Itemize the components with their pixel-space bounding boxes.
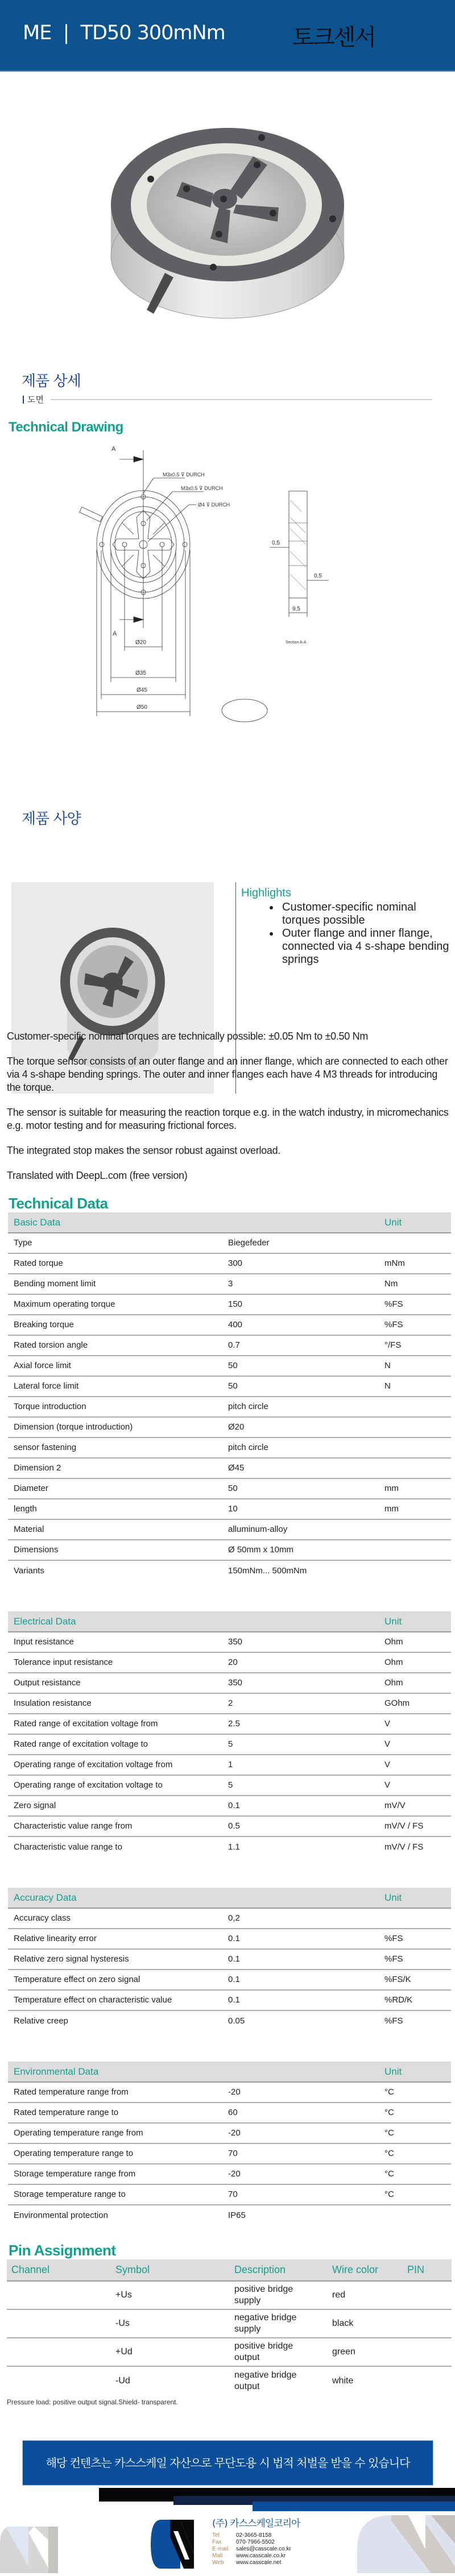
spec-label: Environmental protection (14, 2210, 108, 2220)
pin-row (7, 2309, 452, 2338)
spec-value: 60 (222, 2103, 379, 2123)
spec-unit: °C (379, 2164, 451, 2184)
contact-row (212, 2532, 300, 2539)
pin-symbol: +Us (111, 2281, 230, 2309)
spec-value: 0.1 (222, 1796, 379, 1816)
spec-value: 0.05 (228, 2016, 245, 2026)
spec-row (8, 1519, 451, 1540)
table-spacer (0, 1581, 455, 1611)
spec-value: 0.7 (222, 1335, 379, 1356)
spec-label: Rated torque (8, 1253, 222, 1274)
spec-table-unit-header: Unit (379, 2062, 451, 2082)
pin-description: negative bridge supply (230, 2309, 328, 2338)
spec-label: Temperature effect on zero signal (8, 1970, 222, 1990)
spec-value: 0.1 (222, 1970, 379, 1990)
pin-number (403, 2338, 452, 2366)
pin-assignment-table (7, 2259, 452, 2395)
spec-value: 400 (222, 1315, 379, 1335)
spec-value: 5 (222, 1775, 379, 1796)
pin-symbol: -Ud (115, 2375, 130, 2386)
hole-label: Ø4 ⊽ DURCH (198, 502, 230, 508)
spec-label: Maximum operating torque (8, 1294, 222, 1315)
pin-number (403, 2309, 452, 2338)
spec-row (8, 1397, 451, 1417)
spec-label: Dimension (torque introduction) (8, 1417, 222, 1437)
spec-row (8, 2082, 451, 2103)
spec-row (8, 1540, 451, 1560)
spec-unit: Nm (379, 1274, 451, 1294)
pin-row (7, 2366, 452, 2395)
pin-description: negative bridge output (234, 2370, 297, 2391)
spec-unit: %FS (379, 1949, 451, 1970)
spec-value: 0.1 (222, 1990, 379, 2010)
contact-value[interactable]: sales@casscale.co.kr (236, 2546, 291, 2552)
spec-unit (379, 1458, 451, 1478)
section-marker-top: A (111, 446, 116, 452)
spec-row (8, 2164, 451, 2184)
spec-table-value-header (222, 1212, 379, 1233)
spec-value: Biegefeder (222, 1233, 379, 1253)
technical-data-heading: Technical Data (9, 1195, 108, 1212)
dim-offset-left: 0,5 (272, 540, 280, 546)
spec-table-value-header (222, 1888, 379, 1908)
spec-label: Characteristic value range to (14, 1842, 122, 1852)
spec-value: 0.1 (222, 1929, 379, 1949)
description-paragraph: Customer-specific nominal torques are technically possible: ±0.05 Nm to ±0.50 Nm (7, 1031, 369, 1042)
pin-channel (7, 2309, 111, 2338)
spec-value: 0,2 (222, 1908, 379, 1929)
spec-unit: %FS (379, 1315, 451, 1335)
pin-description: positive bridge output (230, 2338, 328, 2366)
pin-channel (7, 2338, 111, 2366)
spec-label: length (8, 1499, 222, 1519)
spec-label: Relative linearity error (8, 1929, 222, 1949)
spec-row (8, 1478, 451, 1499)
spec-unit: °C (379, 2082, 451, 2103)
spec-unit (379, 1519, 451, 1540)
spec-unit: Ohm (379, 1632, 451, 1652)
dim-thickness: 9,5 (292, 606, 300, 612)
spec-unit: mm (379, 1478, 451, 1499)
spec-table-accuracy-data (8, 1888, 451, 2031)
spec-row (8, 1714, 451, 1734)
technical-drawing-heading: Technical Drawing (9, 419, 123, 435)
spec-value: IP65 (228, 2210, 246, 2220)
pin-note: Pressure load: positive output signal.Shield- transparent. (7, 2398, 178, 2406)
drawing-subheading-label: 도면 (27, 394, 44, 405)
product-category: 토크센서 (292, 24, 375, 51)
pin-row (7, 2281, 452, 2309)
dim-offset-right: 0,5 (314, 573, 322, 579)
spec-table-unit-header: Unit (379, 1611, 451, 1632)
spec-value: 0.5 (222, 1816, 379, 1837)
spec-label: Material (8, 1519, 222, 1540)
dim-d20: Ø20 (135, 639, 146, 646)
spec-row (8, 1294, 451, 1315)
spec-row (8, 1693, 451, 1714)
copyright-notice: 해당 컨텐츠는 카스스케일 자산으로 무단도용 시 법적 처벌을 받을 수 있습니다 (22, 2440, 433, 2486)
spec-unit: Ohm (379, 1652, 451, 1673)
spec-label: Axial force limit (8, 1356, 222, 1376)
spec-value: 70 (222, 2143, 379, 2164)
spec-value: pitch circle (222, 1397, 379, 1417)
spec-table-header (8, 1212, 451, 1233)
spec-table-title: Electrical Data (8, 1611, 222, 1632)
spec-label: Breaking torque (8, 1315, 222, 1335)
table-spacer (0, 2031, 455, 2062)
spec-label: Temperature effect on characteristic value (8, 1990, 222, 2010)
spec-row (8, 1274, 451, 1294)
spec-label: Type (8, 1233, 222, 1253)
spec-unit: GOhm (379, 1693, 451, 1714)
decorative-shape-left (0, 2527, 58, 2573)
spec-row (8, 2184, 451, 2205)
spec-value: -20 (222, 2164, 379, 2184)
spec-row (8, 1652, 451, 1673)
spec-label: Operating range of excitation voltage from (8, 1755, 222, 1775)
spec-table-value-header (222, 2062, 379, 2082)
pin-wire-color: green (328, 2338, 403, 2366)
dim-d45: Ø45 (136, 687, 147, 693)
spec-row (8, 1755, 451, 1775)
spec-value: 50 (222, 1376, 379, 1397)
contact-row (212, 2553, 300, 2560)
spec-value: -20 (222, 2123, 379, 2143)
spec-label: Operating range of excitation voltage to (8, 1775, 222, 1796)
contact-value[interactable]: www.casscale.net (236, 2560, 282, 2566)
highlight-item: • Customer-specific nominal torques possible (280, 901, 452, 927)
spec-value: 0.1 (222, 1949, 379, 1970)
spec-unit (379, 1540, 451, 1560)
spec-table-header (8, 1611, 451, 1632)
spec-label: sensor fastening (8, 1437, 222, 1458)
spec-label: Variants (14, 1565, 44, 1576)
contact-row (212, 2546, 300, 2553)
pin-row (7, 2338, 452, 2366)
col-pin: PIN (403, 2259, 452, 2281)
spec-unit: °C (379, 2184, 451, 2205)
spec-label: Bending moment limit (8, 1274, 222, 1294)
spec-value: 1.1 (228, 1842, 240, 1852)
spec-value: 3 (222, 1274, 379, 1294)
spec-label: Dimensions (8, 1540, 222, 1560)
spec-value: 50 (222, 1478, 379, 1499)
spec-value: 5 (222, 1734, 379, 1755)
spec-row (8, 1908, 451, 1929)
spec-row (8, 1837, 451, 1857)
spec-value: 350 (222, 1673, 379, 1693)
spec-value: 150 (222, 1294, 379, 1315)
spec-table-environmental-data (8, 2062, 451, 2225)
product-detail-heading: 제품 상세 (22, 373, 81, 390)
spec-label: Insulation resistance (8, 1693, 222, 1714)
spec-label: Rated temperature range to (8, 2103, 222, 2123)
spec-label: Relative creep (14, 2016, 68, 2026)
dim-d50: Ø50 (136, 704, 147, 711)
contact-row (212, 2560, 300, 2566)
spec-table-value-header (222, 1611, 379, 1632)
spec-row (8, 1499, 451, 1519)
section-caption: Section A-A (286, 641, 307, 645)
spec-unit: mNm (379, 1253, 451, 1274)
spec-value: 350 (222, 1632, 379, 1652)
company-name: (주) 카스스케일코리아 (212, 2518, 300, 2529)
highlight-item: • Outer flange and inner flange, connected via 4 s-shape bending springs (280, 927, 452, 966)
spec-value: 2 (222, 1693, 379, 1714)
spec-row (8, 1335, 451, 1356)
spec-value: Ø45 (222, 1458, 379, 1478)
spec-row (8, 1775, 451, 1796)
pin-channel (7, 2281, 111, 2309)
spec-unit: °C (379, 2103, 451, 2123)
spec-table-header (8, 2062, 451, 2082)
spec-row (8, 1356, 451, 1376)
spec-label: Diameter (8, 1478, 222, 1499)
spec-value: 2.5 (222, 1714, 379, 1734)
spec-value: 20 (222, 1652, 379, 1673)
spec-unit (379, 1437, 451, 1458)
spec-table-title: Environmental Data (8, 2062, 222, 2082)
spec-row (8, 1376, 451, 1397)
spec-unit: V (379, 1734, 451, 1755)
spec-unit (379, 1560, 451, 1581)
spec-label: Rated torsion angle (8, 1335, 222, 1356)
section-marker-bottom: A (113, 630, 117, 637)
company-logo (151, 2520, 196, 2569)
spec-unit: %FS (384, 2016, 403, 2026)
spec-value: pitch circle (222, 1437, 379, 1458)
spec-label: Tolerance input resistance (8, 1652, 222, 1673)
company-info (212, 2515, 300, 2566)
decorative-shape-right (357, 2515, 455, 2573)
spec-unit: %FS (379, 1929, 451, 1949)
spec-table-electrical-data (8, 1611, 451, 1857)
spec-row (8, 1458, 451, 1478)
contact-value: 02-3665-8158 (236, 2532, 272, 2538)
contact-label: Web (212, 2560, 224, 2566)
spec-label: Dimension 2 (8, 1458, 222, 1478)
dim-d35: Ø35 (135, 670, 146, 676)
spec-value: 300 (222, 1253, 379, 1274)
pin-wire-color: white (332, 2375, 354, 2386)
spec-row (8, 1673, 451, 1693)
contact-row (212, 2539, 300, 2546)
contact-value: 070-7966-5502 (236, 2539, 275, 2545)
spec-label: Storage temperature range from (8, 2164, 222, 2184)
page-footer (0, 2488, 455, 2573)
pin-table-header (7, 2259, 452, 2281)
spec-table-basic-data (8, 1212, 451, 1581)
spec-value: 150mNm... 500mNm (228, 1565, 307, 1576)
spec-label: Zero signal (8, 1796, 222, 1816)
spec-row (8, 1315, 451, 1335)
spec-label: Rated range of excitation voltage from (8, 1714, 222, 1734)
spec-row (8, 2103, 451, 2123)
contact-label: E-mail (212, 2546, 229, 2552)
spec-unit: °C (379, 2143, 451, 2164)
spec-row (8, 1796, 451, 1816)
table-spacer (0, 1857, 455, 1888)
spec-row (8, 2143, 451, 2164)
spec-value: -20 (222, 2082, 379, 2103)
thread-label-2: M3x0.5 ⊽ DURCH (181, 485, 223, 491)
spec-unit: mV/V (379, 1796, 451, 1816)
col-description: Description (230, 2259, 328, 2281)
spec-row (8, 1734, 451, 1755)
thread-label-1: M3x0.5 ⊽ DURCH (163, 472, 205, 477)
description-paragraph: The torque sensor consists of an outer flange and an inner flange, which are connected to each other via 4 s-shape bending springs. The outer and inner flanges each have 4 M3 threads for introducing the torque. (7, 1056, 448, 1093)
spec-value: 70 (222, 2184, 379, 2205)
pin-symbol: +Ud (111, 2338, 230, 2366)
spec-label: Accuracy class (8, 1908, 222, 1929)
spec-label: Rated temperature range from (8, 2082, 222, 2103)
spec-row (8, 1560, 451, 1581)
description-paragraph: The sensor is suitable for measuring the reaction torque e.g. in the watch industry, in micromechanics e.g. motor testing and for measuring frictional forces. (7, 1107, 449, 1131)
spec-unit (379, 1397, 451, 1417)
col-symbol: Symbol (111, 2259, 230, 2281)
spec-unit (379, 1417, 451, 1437)
contact-label: Fax (212, 2539, 222, 2545)
spec-unit: V (379, 1755, 451, 1775)
contact-value[interactable]: www.casscale.co.kr (236, 2553, 286, 2559)
spec-row (8, 2123, 451, 2143)
spec-value: 10 (222, 1499, 379, 1519)
spec-label: Output resistance (8, 1673, 222, 1693)
pin-assignment-heading: Pin Assignment (9, 2242, 116, 2259)
spec-unit: %RD/K (379, 1990, 451, 2010)
spec-unit: N (379, 1356, 451, 1376)
spec-unit: %FS/K (379, 1970, 451, 1990)
company-contacts (212, 2532, 300, 2566)
pin-number (403, 2366, 452, 2395)
spec-unit: mV/V / FS (379, 1816, 451, 1837)
spec-table-title: Basic Data (8, 1212, 222, 1233)
spec-row (8, 1417, 451, 1437)
spec-table-unit-header: Unit (379, 1212, 451, 1233)
contact-label: Tel (212, 2532, 220, 2538)
spec-label: Operating temperature range from (8, 2123, 222, 2143)
spec-unit: °C (379, 2123, 451, 2143)
pin-number (403, 2281, 452, 2309)
spec-value: 50 (222, 1356, 379, 1376)
pin-wire-color: black (328, 2309, 403, 2338)
spec-row (8, 2010, 451, 2031)
spec-unit: %FS (379, 1294, 451, 1315)
spec-row (8, 1949, 451, 1970)
spec-value: alluminum-alloy (222, 1519, 379, 1540)
spec-unit: N (379, 1376, 451, 1397)
spec-unit: V (379, 1775, 451, 1796)
spec-label: Rated range of excitation voltage to (8, 1734, 222, 1755)
spec-unit (379, 2205, 451, 2225)
pin-wire-color: red (328, 2281, 403, 2309)
spec-row (8, 1632, 451, 1652)
product-title: ME | TD50 300mNm (23, 22, 225, 44)
description-paragraph: The integrated stop makes the sensor robust against overload. (7, 1145, 280, 1156)
spec-label: Characteristic value range from (8, 1816, 222, 1837)
spec-unit: V (379, 1714, 451, 1734)
pin-channel (7, 2366, 111, 2395)
highlights-title: Highlights (241, 887, 291, 899)
spec-unit: Ohm (379, 1673, 451, 1693)
spec-value: 1 (222, 1755, 379, 1775)
spec-table-title: Accuracy Data (8, 1888, 222, 1908)
spec-label: Storage temperature range to (8, 2184, 222, 2205)
spec-row (8, 1970, 451, 1990)
spec-label: Torque introduction (8, 1397, 222, 1417)
pin-symbol: -Us (111, 2309, 230, 2338)
footer-stripe-blue (253, 2502, 455, 2511)
spec-row (8, 1990, 451, 2010)
spec-label: Lateral force limit (8, 1376, 222, 1397)
spec-unit: mV/V / FS (384, 1842, 424, 1852)
pin-description: positive bridge supply (230, 2281, 328, 2309)
spec-value: Ø 50mm x 10mm (222, 1540, 379, 1560)
col-channel: Channel (7, 2259, 111, 2281)
spec-value: Ø20 (222, 1417, 379, 1437)
spec-row (8, 1437, 451, 1458)
spec-row (8, 1816, 451, 1837)
spec-row (8, 1233, 451, 1253)
spec-unit: mm (379, 1499, 451, 1519)
spec-row (8, 1929, 451, 1949)
spec-label: Operating temperature range to (8, 2143, 222, 2164)
product-spec-heading: 제품 사양 (22, 811, 81, 828)
description-paragraph: Translated with DeepL.com (free version) (7, 1170, 188, 1181)
spec-label: Input resistance (8, 1632, 222, 1652)
technical-data-tables (0, 1212, 455, 2225)
col-wire-color: Wire color (328, 2259, 403, 2281)
spec-row (8, 1253, 451, 1274)
spec-table-header (8, 1888, 451, 1908)
spec-label: Relative zero signal hysteresis (8, 1949, 222, 1970)
contact-label: Mall (212, 2553, 223, 2559)
spec-unit: °/FS (379, 1335, 451, 1356)
spec-row (8, 2205, 451, 2225)
spec-unit (379, 1233, 451, 1253)
spec-table-unit-header: Unit (379, 1888, 451, 1908)
spec-unit (379, 1908, 451, 1929)
